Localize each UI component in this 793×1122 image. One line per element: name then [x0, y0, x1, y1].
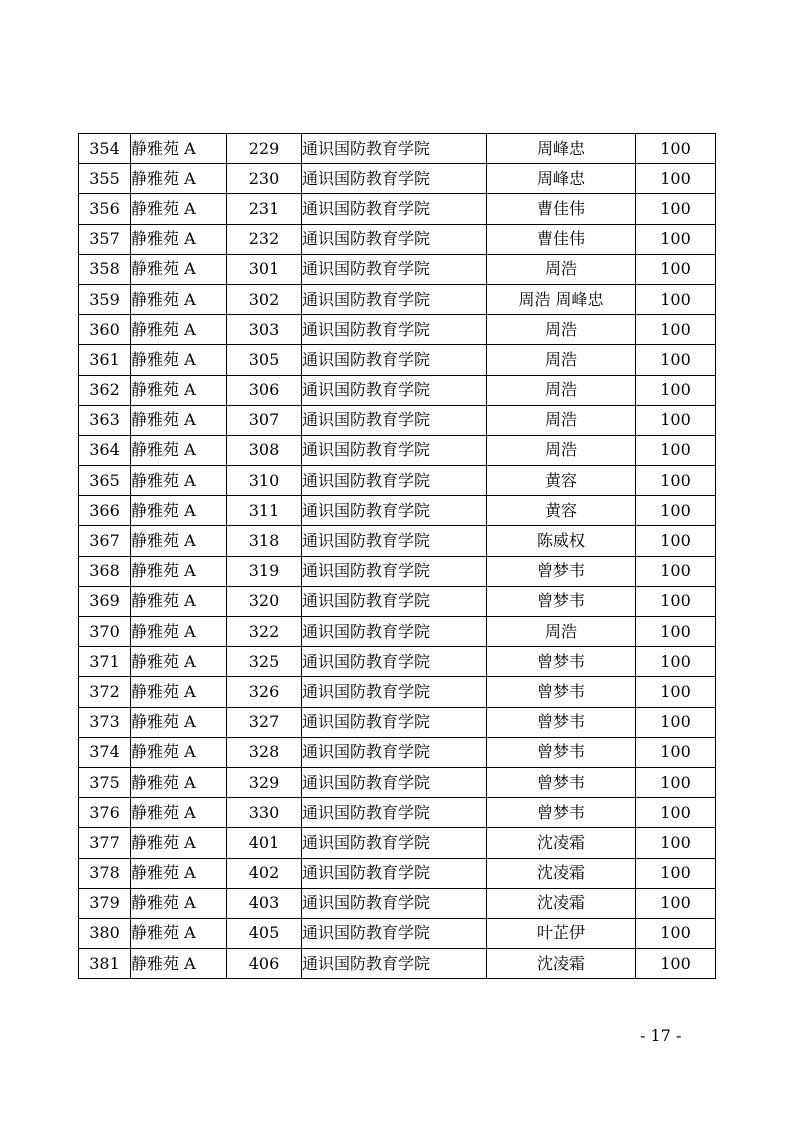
score-cell: 100 [636, 466, 716, 496]
room-cell: 326 [227, 677, 302, 707]
room-cell: 229 [227, 134, 302, 164]
room-cell: 330 [227, 798, 302, 828]
row-number-cell: 363 [79, 405, 131, 435]
inspector-cell: 周峰忠 [487, 164, 636, 194]
college-cell: 通识国防教育学院 [302, 677, 487, 707]
college-cell: 通识国防教育学院 [302, 828, 487, 858]
row-number-cell: 374 [79, 737, 131, 767]
room-cell: 327 [227, 707, 302, 737]
inspector-cell: 周浩 [487, 617, 636, 647]
building-cell: 静雅苑 A [131, 828, 227, 858]
building-cell: 静雅苑 A [131, 345, 227, 375]
room-cell: 307 [227, 405, 302, 435]
college-cell: 通识国防教育学院 [302, 164, 487, 194]
score-cell: 100 [636, 888, 716, 918]
room-cell: 328 [227, 737, 302, 767]
row-number-cell: 367 [79, 526, 131, 556]
score-cell: 100 [636, 707, 716, 737]
score-cell: 100 [636, 194, 716, 224]
score-cell: 100 [636, 949, 716, 979]
score-cell: 100 [636, 647, 716, 677]
table-row [79, 466, 716, 496]
table-row [79, 224, 716, 254]
table-row [79, 375, 716, 405]
table-row [79, 647, 716, 677]
row-number-cell: 365 [79, 466, 131, 496]
row-number-cell: 379 [79, 888, 131, 918]
building-cell: 静雅苑 A [131, 677, 227, 707]
score-cell: 100 [636, 798, 716, 828]
building-cell: 静雅苑 A [131, 435, 227, 465]
college-cell: 通识国防教育学院 [302, 858, 487, 888]
college-cell: 通识国防教育学院 [302, 586, 487, 616]
inspector-cell: 周浩 [487, 345, 636, 375]
row-number-cell: 360 [79, 315, 131, 345]
score-cell: 100 [636, 134, 716, 164]
inspector-cell: 曹佳伟 [487, 194, 636, 224]
room-cell: 306 [227, 375, 302, 405]
score-cell: 100 [636, 224, 716, 254]
college-cell: 通识国防教育学院 [302, 617, 487, 647]
room-cell: 405 [227, 918, 302, 948]
inspector-cell: 周浩 周峰忠 [487, 284, 636, 314]
score-cell: 100 [636, 586, 716, 616]
college-cell: 通识国防教育学院 [302, 224, 487, 254]
college-cell: 通识国防教育学院 [302, 496, 487, 526]
building-cell: 静雅苑 A [131, 858, 227, 888]
score-cell: 100 [636, 677, 716, 707]
table-row [79, 949, 716, 979]
table-row [79, 134, 716, 164]
table-row [79, 254, 716, 284]
building-cell: 静雅苑 A [131, 798, 227, 828]
table-row [79, 556, 716, 586]
building-cell: 静雅苑 A [131, 647, 227, 677]
inspector-cell: 曹佳伟 [487, 224, 636, 254]
college-cell: 通识国防教育学院 [302, 134, 487, 164]
inspector-cell: 沈凌霜 [487, 949, 636, 979]
inspector-cell: 周浩 [487, 254, 636, 284]
room-cell: 402 [227, 858, 302, 888]
score-cell: 100 [636, 405, 716, 435]
inspector-cell: 周浩 [487, 375, 636, 405]
score-cell: 100 [636, 556, 716, 586]
room-cell: 319 [227, 556, 302, 586]
score-cell: 100 [636, 828, 716, 858]
building-cell: 静雅苑 A [131, 284, 227, 314]
building-cell: 静雅苑 A [131, 707, 227, 737]
table-row [79, 707, 716, 737]
table-row [79, 526, 716, 556]
room-cell: 308 [227, 435, 302, 465]
row-number-cell: 366 [79, 496, 131, 526]
room-cell: 322 [227, 617, 302, 647]
table-row [79, 858, 716, 888]
inspector-cell: 曾梦韦 [487, 707, 636, 737]
score-cell: 100 [636, 858, 716, 888]
college-cell: 通识国防教育学院 [302, 284, 487, 314]
row-number-cell: 358 [79, 254, 131, 284]
row-number-cell: 375 [79, 767, 131, 797]
row-number-cell: 371 [79, 647, 131, 677]
score-cell: 100 [636, 918, 716, 948]
room-cell: 311 [227, 496, 302, 526]
building-cell: 静雅苑 A [131, 405, 227, 435]
row-number-cell: 372 [79, 677, 131, 707]
inspector-cell: 黄容 [487, 496, 636, 526]
row-number-cell: 373 [79, 707, 131, 737]
table-row [79, 194, 716, 224]
table-row [79, 677, 716, 707]
inspector-cell: 曾梦韦 [487, 767, 636, 797]
score-cell: 100 [636, 617, 716, 647]
score-cell: 100 [636, 737, 716, 767]
building-cell: 静雅苑 A [131, 918, 227, 948]
table-row [79, 405, 716, 435]
college-cell: 通识国防教育学院 [302, 707, 487, 737]
room-cell: 329 [227, 767, 302, 797]
score-cell: 100 [636, 496, 716, 526]
row-number-cell: 361 [79, 345, 131, 375]
table-row [79, 828, 716, 858]
inspector-cell: 周浩 [487, 405, 636, 435]
row-number-cell: 357 [79, 224, 131, 254]
room-cell: 302 [227, 284, 302, 314]
table-row [79, 164, 716, 194]
building-cell: 静雅苑 A [131, 556, 227, 586]
row-number-cell: 370 [79, 617, 131, 647]
table-row [79, 737, 716, 767]
table-row [79, 496, 716, 526]
score-cell: 100 [636, 526, 716, 556]
building-cell: 静雅苑 A [131, 164, 227, 194]
building-cell: 静雅苑 A [131, 526, 227, 556]
college-cell: 通识国防教育学院 [302, 949, 487, 979]
table-row [79, 767, 716, 797]
room-cell: 325 [227, 647, 302, 677]
building-cell: 静雅苑 A [131, 315, 227, 345]
score-cell: 100 [636, 435, 716, 465]
room-cell: 305 [227, 345, 302, 375]
building-cell: 静雅苑 A [131, 767, 227, 797]
inspector-cell: 周浩 [487, 315, 636, 345]
inspector-cell: 曾梦韦 [487, 647, 636, 677]
row-number-cell: 369 [79, 586, 131, 616]
building-cell: 静雅苑 A [131, 496, 227, 526]
college-cell: 通识国防教育学院 [302, 466, 487, 496]
row-number-cell: 377 [79, 828, 131, 858]
row-number-cell: 368 [79, 556, 131, 586]
inspector-cell: 沈凌霜 [487, 858, 636, 888]
inspector-cell: 黄容 [487, 466, 636, 496]
building-cell: 静雅苑 A [131, 254, 227, 284]
college-cell: 通识国防教育学院 [302, 918, 487, 948]
room-cell: 231 [227, 194, 302, 224]
building-cell: 静雅苑 A [131, 194, 227, 224]
row-number-cell: 381 [79, 949, 131, 979]
college-cell: 通识国防教育学院 [302, 767, 487, 797]
inspector-cell: 曾梦韦 [487, 737, 636, 767]
score-cell: 100 [636, 315, 716, 345]
college-cell: 通识国防教育学院 [302, 888, 487, 918]
table-row [79, 345, 716, 375]
college-cell: 通识国防教育学院 [302, 647, 487, 677]
row-number-cell: 376 [79, 798, 131, 828]
row-number-cell: 355 [79, 164, 131, 194]
table-row [79, 435, 716, 465]
inspector-cell: 周浩 [487, 435, 636, 465]
room-cell: 318 [227, 526, 302, 556]
college-cell: 通识国防教育学院 [302, 556, 487, 586]
building-cell: 静雅苑 A [131, 888, 227, 918]
building-cell: 静雅苑 A [131, 466, 227, 496]
table-row [79, 888, 716, 918]
college-cell: 通识国防教育学院 [302, 798, 487, 828]
inspector-cell: 曾梦韦 [487, 677, 636, 707]
college-cell: 通识国防教育学院 [302, 254, 487, 284]
row-number-cell: 359 [79, 284, 131, 314]
inspector-cell: 曾梦韦 [487, 556, 636, 586]
room-cell: 303 [227, 315, 302, 345]
table-body [79, 134, 716, 979]
row-number-cell: 354 [79, 134, 131, 164]
college-cell: 通识国防教育学院 [302, 526, 487, 556]
building-cell: 静雅苑 A [131, 617, 227, 647]
building-cell: 静雅苑 A [131, 586, 227, 616]
row-number-cell: 356 [79, 194, 131, 224]
score-cell: 100 [636, 767, 716, 797]
building-cell: 静雅苑 A [131, 375, 227, 405]
room-cell: 310 [227, 466, 302, 496]
row-number-cell: 364 [79, 435, 131, 465]
score-cell: 100 [636, 254, 716, 284]
score-cell: 100 [636, 164, 716, 194]
college-cell: 通识国防教育学院 [302, 435, 487, 465]
college-cell: 通识国防教育学院 [302, 375, 487, 405]
room-cell: 403 [227, 888, 302, 918]
room-cell: 406 [227, 949, 302, 979]
building-cell: 静雅苑 A [131, 134, 227, 164]
dormitory-score-table [78, 133, 716, 979]
inspector-cell: 周峰忠 [487, 134, 636, 164]
score-cell: 100 [636, 375, 716, 405]
score-cell: 100 [636, 284, 716, 314]
college-cell: 通识国防教育学院 [302, 737, 487, 767]
college-cell: 通识国防教育学院 [302, 345, 487, 375]
building-cell: 静雅苑 A [131, 224, 227, 254]
table-row [79, 284, 716, 314]
building-cell: 静雅苑 A [131, 737, 227, 767]
room-cell: 320 [227, 586, 302, 616]
score-cell: 100 [636, 345, 716, 375]
room-cell: 230 [227, 164, 302, 194]
inspector-cell: 陈威权 [487, 526, 636, 556]
row-number-cell: 362 [79, 375, 131, 405]
inspector-cell: 叶芷伊 [487, 918, 636, 948]
building-cell: 静雅苑 A [131, 949, 227, 979]
college-cell: 通识国防教育学院 [302, 315, 487, 345]
row-number-cell: 380 [79, 918, 131, 948]
room-cell: 301 [227, 254, 302, 284]
table-row [79, 315, 716, 345]
college-cell: 通识国防教育学院 [302, 194, 487, 224]
inspector-cell: 沈凌霜 [487, 888, 636, 918]
college-cell: 通识国防教育学院 [302, 405, 487, 435]
row-number-cell: 378 [79, 858, 131, 888]
inspector-cell: 曾梦韦 [487, 586, 636, 616]
inspector-cell: 曾梦韦 [487, 798, 636, 828]
table-row [79, 918, 716, 948]
table-row [79, 586, 716, 616]
page-number: - 17 - [640, 1026, 682, 1045]
table-row [79, 617, 716, 647]
table-row [79, 798, 716, 828]
room-cell: 401 [227, 828, 302, 858]
inspector-cell: 沈凌霜 [487, 828, 636, 858]
room-cell: 232 [227, 224, 302, 254]
